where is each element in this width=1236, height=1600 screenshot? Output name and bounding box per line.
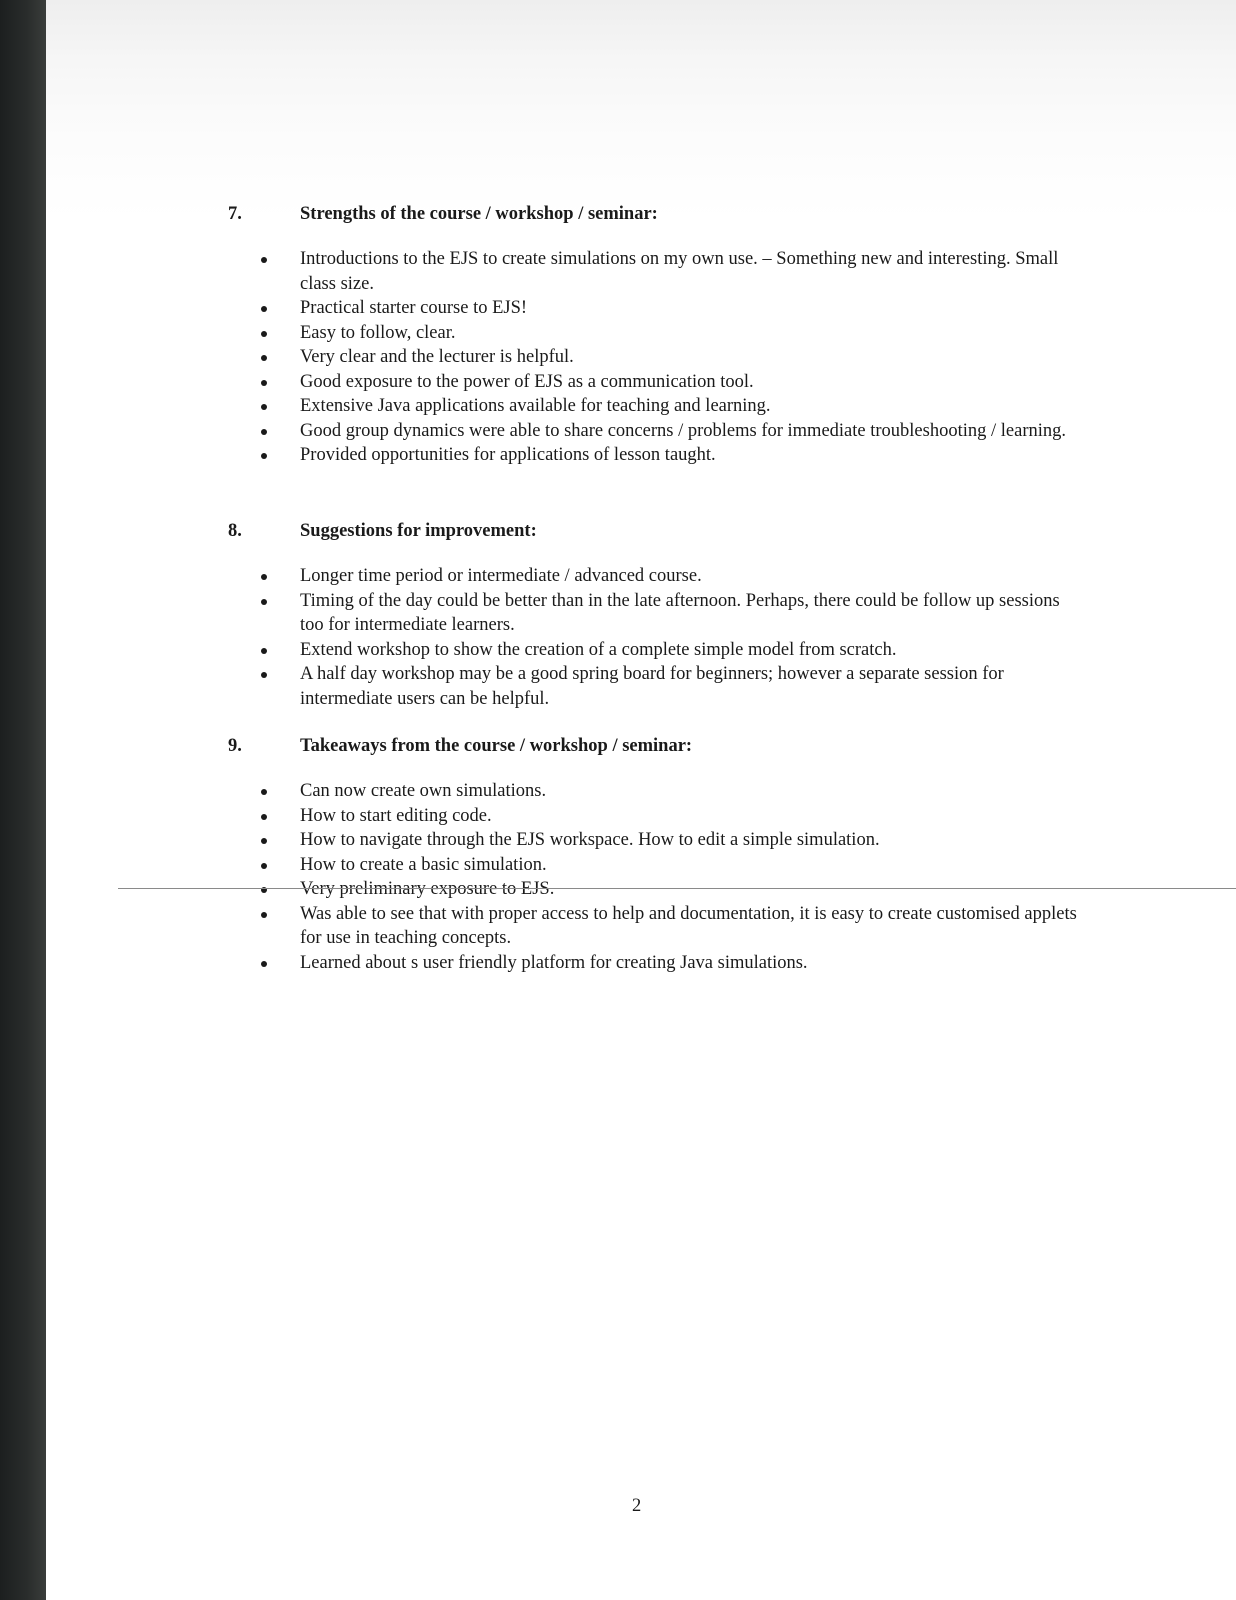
section-number: 7. xyxy=(228,204,242,224)
bullet-icon xyxy=(261,355,267,361)
section-number: 8. xyxy=(228,521,242,541)
list-item xyxy=(46,370,1080,395)
bullet-icon xyxy=(261,380,267,386)
section-heading xyxy=(46,201,1236,227)
list-item-text: How to create a basic simulation. xyxy=(300,854,547,875)
list-item xyxy=(46,345,1080,370)
scan-binding-edge xyxy=(0,0,46,1600)
bullet-list xyxy=(46,564,1236,711)
list-item-text: Longer time period or intermediate / advanced course. xyxy=(300,566,702,586)
list-item-text: Learned about s user friendly platform for creating Java simulations. xyxy=(300,952,808,973)
list-item xyxy=(46,804,1080,829)
section-number: 9. xyxy=(228,736,242,756)
section-takeaways xyxy=(46,733,1236,975)
bullet-icon xyxy=(261,789,267,795)
bullet-list xyxy=(46,779,1236,975)
bullet-icon xyxy=(261,257,267,263)
section-heading xyxy=(46,733,1236,759)
list-item xyxy=(46,951,1080,976)
bullet-icon xyxy=(261,599,267,605)
bullet-icon xyxy=(261,814,267,820)
list-item xyxy=(46,638,1080,663)
bullet-icon xyxy=(261,306,267,312)
bullet-icon xyxy=(261,863,267,869)
list-item-text: Extend workshop to show the creation of a complete simple model from scratch. xyxy=(300,639,897,660)
bullet-icon xyxy=(261,453,267,459)
bullet-icon xyxy=(261,429,267,435)
bullet-icon xyxy=(261,961,267,967)
list-item xyxy=(46,853,1080,878)
list-item-text: Easy to follow, clear. xyxy=(300,322,456,343)
list-item-text: How to navigate through the EJS workspace. How to edit a simple simulation. xyxy=(300,830,880,850)
list-item xyxy=(46,902,1080,951)
bullet-icon xyxy=(261,574,267,580)
list-item xyxy=(46,877,1080,902)
list-item xyxy=(46,828,1080,853)
list-item xyxy=(46,394,1080,419)
bullet-list xyxy=(46,247,1236,468)
document-page xyxy=(46,0,1236,1600)
list-item-text: Good exposure to the power of EJS as a communication tool. xyxy=(300,371,754,392)
list-item xyxy=(46,321,1080,346)
page-number: 2 xyxy=(632,1496,642,1516)
section-heading xyxy=(46,518,1236,544)
bullet-icon xyxy=(261,331,267,337)
bullet-icon xyxy=(261,648,267,654)
scan-strike-line xyxy=(118,888,1236,889)
section-title: Takeaways from the course / workshop / seminar: xyxy=(300,736,693,756)
bullet-icon xyxy=(261,838,267,844)
list-item xyxy=(46,779,1080,804)
list-item-text: Very clear and the lecturer is helpful. xyxy=(300,347,574,367)
list-item-text: Can now create own simulations. xyxy=(300,781,547,801)
list-item xyxy=(46,443,1080,468)
list-item-text: Was able to see that with proper access to help and documentation, it is easy to create customised applets for use in teaching concepts. xyxy=(300,903,1077,948)
list-item-text: Provided opportunities for applications of lesson taught. xyxy=(300,445,716,465)
bullet-icon xyxy=(261,912,267,918)
list-item-text: How to start editing code. xyxy=(300,805,492,826)
list-item-text: Practical starter course to EJS! xyxy=(300,298,528,318)
list-item xyxy=(46,419,1080,444)
bullet-icon xyxy=(261,672,267,678)
list-item-text: Good group dynamics were able to share concerns / problems for immediate troubleshooting / learning. xyxy=(300,420,1066,441)
section-title: Suggestions for improvement: xyxy=(300,521,537,541)
list-item-text: Introductions to the EJS to create simulations on my own use. – Something new and interesting. Small class size. xyxy=(300,249,1059,294)
list-item-text: Timing of the day could be better than in the late afternoon. Perhaps, there could be follow up sessions too for intermediate learners. xyxy=(300,590,1060,635)
list-item-text: Very preliminary exposure to EJS. xyxy=(300,879,555,899)
list-item xyxy=(46,296,1080,321)
list-item-text: A half day workshop may be a good spring board for beginners; however a separate session for intermediate users can be helpful. xyxy=(300,664,1004,709)
list-item xyxy=(46,589,1080,638)
list-item xyxy=(46,247,1080,296)
bullet-icon xyxy=(261,404,267,410)
list-item xyxy=(46,564,1080,589)
list-item-text: Extensive Java applications available for teaching and learning. xyxy=(300,396,771,416)
list-item xyxy=(46,662,1080,711)
section-suggestions xyxy=(46,518,1236,711)
section-title: Strengths of the course / workshop / seminar: xyxy=(300,204,658,224)
section-strengths xyxy=(46,201,1236,468)
